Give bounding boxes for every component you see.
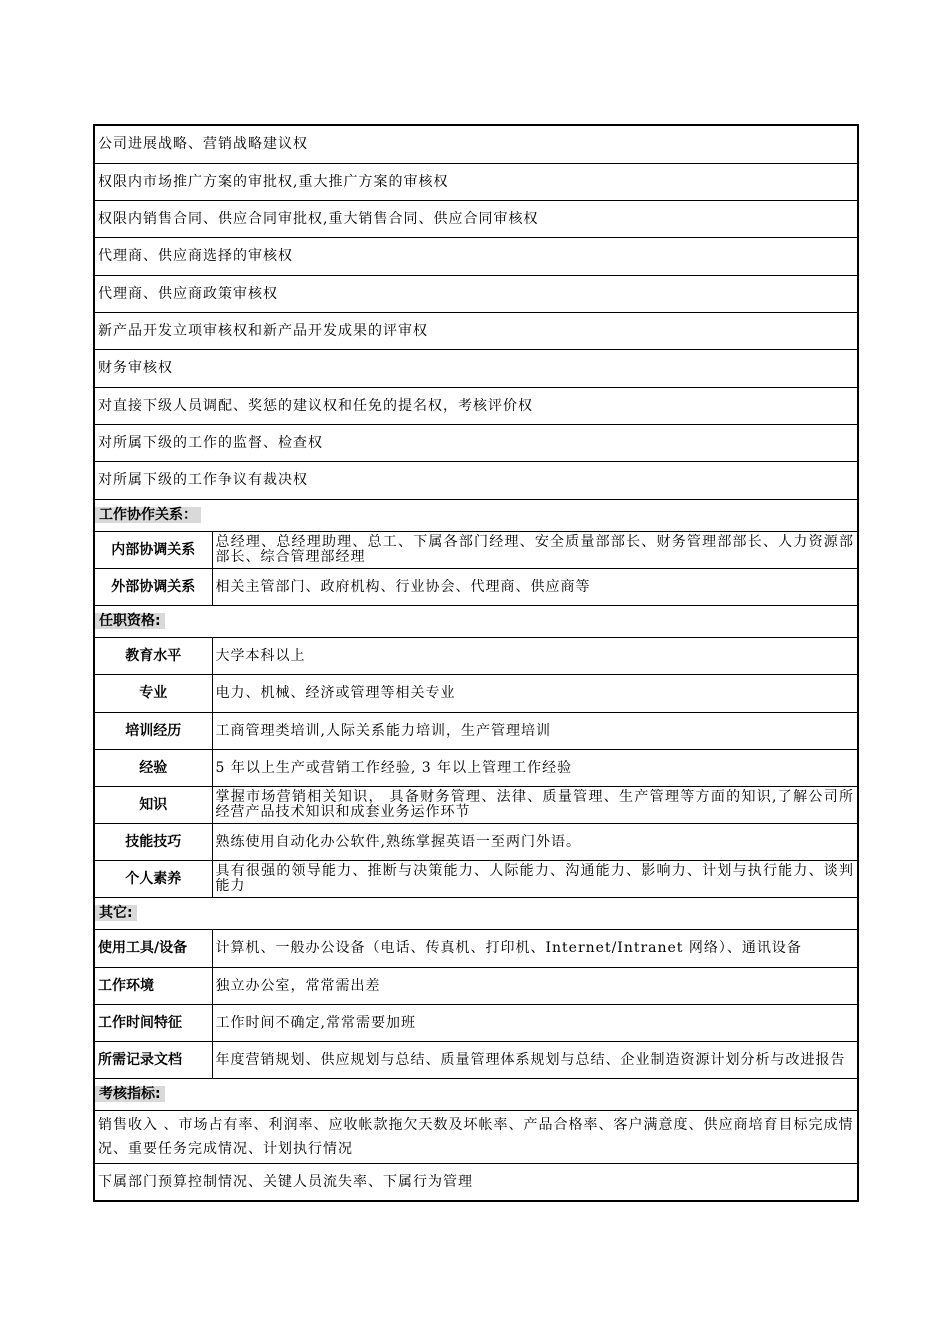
field-value: 工商管理类培训,人际关系能力培训，生产管理培训: [212, 713, 858, 750]
section-title: 工作协作关系：: [95, 507, 201, 523]
section-collaboration: [94, 500, 858, 532]
field-label: 知识: [94, 787, 212, 824]
authority-row: [94, 164, 858, 201]
field-label: 经验: [94, 750, 212, 787]
authority-text: 权限内销售合同、供应合同审批权,重大销售合同、供应合同审核权: [94, 201, 858, 238]
authority-row: [94, 201, 858, 238]
field-value: 相关主管部门、政府机构、行业协会、代理商、供应商等: [212, 569, 858, 606]
field-value: 大学本科以上: [212, 638, 858, 675]
training-row: [94, 713, 858, 750]
tools-row: [94, 930, 858, 968]
field-label: 工作环境: [94, 968, 212, 1005]
field-value: 总经理、总经理助理、总工、下属各部门经理、安全质量部部长、财务管理部部长、人力资源部部长、综合管理部经理: [212, 532, 858, 569]
section-other: [94, 898, 858, 930]
authority-row: [94, 462, 858, 500]
authority-text: 新产品开发立项审核权和新产品开发成果的评审权: [94, 313, 858, 350]
education-row: [94, 638, 858, 675]
authority-text: 对所属下级的工作的监督、检查权: [94, 425, 858, 462]
field-label: 专业: [94, 675, 212, 713]
field-label: 培训经历: [94, 713, 212, 750]
assessment-row: [94, 1164, 858, 1202]
field-value: 掌握市场营销相关知识， 具备财务管理、法律、质量管理、生产管理等方面的知识,了解公司所经营产品技术知识和成套业务运作环节: [212, 787, 858, 824]
authority-row: [94, 350, 858, 388]
section-title: 任职资格:: [95, 613, 165, 629]
internal-coordination-row: [94, 532, 858, 569]
authority-text: 权限内市场推广方案的审批权,重大推广方案的审核权: [94, 164, 858, 201]
field-label: 使用工具/设备: [94, 930, 212, 968]
major-row: [94, 675, 858, 713]
authority-row: [94, 238, 858, 276]
field-value: 电力、机械、经济或管理等相关专业: [212, 675, 858, 713]
authority-row: [94, 125, 858, 164]
field-value: 5 年以上生产或营销工作经验, 3 年以上管理工作经验: [212, 750, 858, 787]
field-label: 工作时间特征: [94, 1005, 212, 1042]
assessment-text: 销售收入 、市场占有率、利润率、应收帐款拖欠天数及坏帐率、产品合格率、客户满意度、供应商培育目标完成情况、重要任务完成情况、计划执行情况: [94, 1111, 858, 1164]
field-value: 年度营销规划、供应规划与总结、质量管理体系规划与总结、企业制造资源计划分析与改进报告: [212, 1042, 858, 1079]
field-label: 个人素养: [94, 861, 212, 898]
section-title: 其它:: [95, 905, 137, 921]
authority-text: 公司进展战略、营销战略建议权: [94, 125, 858, 164]
field-label: 技能技巧: [94, 824, 212, 861]
environment-row: [94, 968, 858, 1005]
authority-row: [94, 388, 858, 425]
field-label: 外部协调关系: [94, 569, 212, 606]
authority-row: [94, 425, 858, 462]
field-value: 独立办公室，常常需出差: [212, 968, 858, 1005]
authority-row: [94, 276, 858, 313]
external-coordination-row: [94, 569, 858, 606]
authority-text: 财务审核权: [94, 350, 858, 388]
field-value: 具有很强的领导能力、推断与决策能力、人际能力、沟通能力、影响力、计划与执行能力、谈判能力: [212, 861, 858, 898]
records-row: [94, 1042, 858, 1079]
personal-quality-row: [94, 861, 858, 898]
authority-text: 对直接下级人员调配、奖惩的建议权和任免的提名权，考核评价权: [94, 388, 858, 425]
authority-text: 代理商、供应商政策审核权: [94, 276, 858, 313]
authority-text: 代理商、供应商选择的审核权: [94, 238, 858, 276]
field-value: 计算机、一般办公设备（电话、传真机、打印机、Internet/Intranet 网络）、通讯设备: [212, 930, 858, 968]
section-assessment: [94, 1079, 858, 1111]
field-label: 所需记录文档: [94, 1042, 212, 1079]
field-value: 工作时间不确定,常常需要加班: [212, 1005, 858, 1042]
field-label: 教育水平: [94, 638, 212, 675]
section-title: 考核指标:: [95, 1086, 165, 1102]
job-description-table: [93, 124, 859, 1202]
authority-row: [94, 313, 858, 350]
experience-row: [94, 750, 858, 787]
field-label: 内部协调关系: [94, 532, 212, 569]
authority-text: 对所属下级的工作争议有裁决权: [94, 462, 858, 500]
assessment-text: 下属部门预算控制情况、关键人员流失率、下属行为管理: [94, 1164, 858, 1202]
skills-row: [94, 824, 858, 861]
field-value: 熟练使用自动化办公软件,熟练掌握英语一至两门外语。: [212, 824, 858, 861]
assessment-row: [94, 1111, 858, 1164]
section-qualifications: [94, 606, 858, 638]
work-time-row: [94, 1005, 858, 1042]
knowledge-row: [94, 787, 858, 824]
